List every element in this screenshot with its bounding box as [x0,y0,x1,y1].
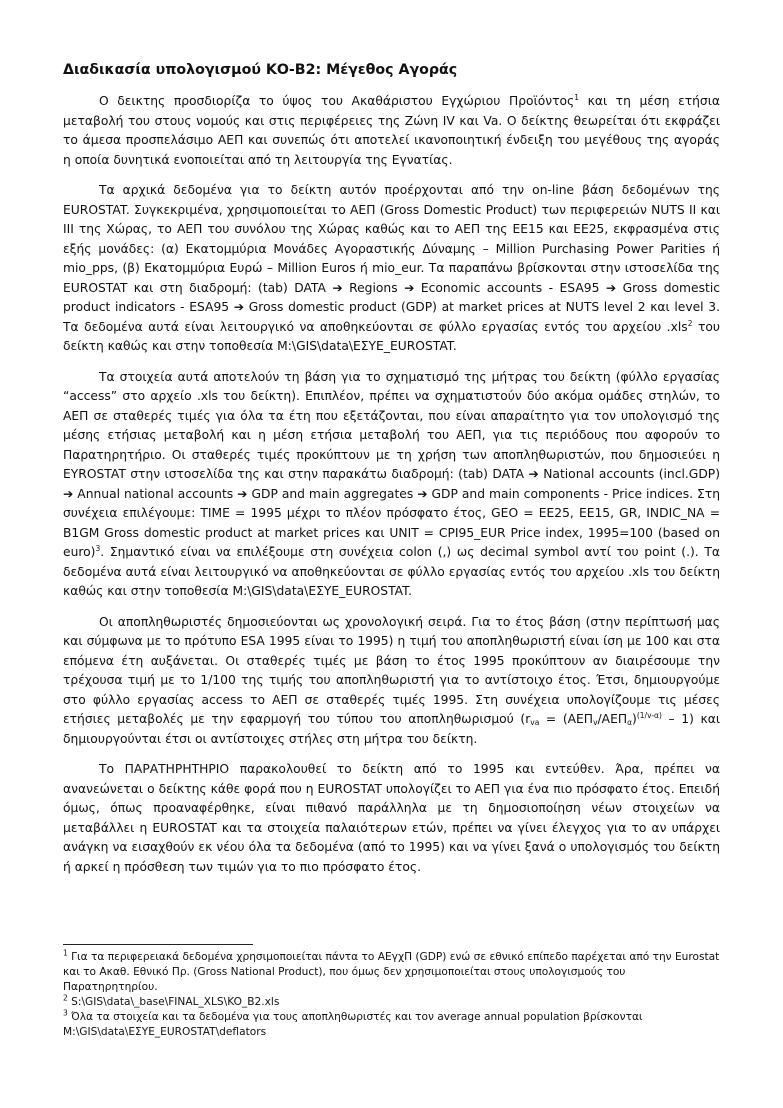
paragraph-2: Τα αρχικά δεδομένα για το δείκτη αυτόν προέρχονται από την on-line βάση δεδομένων της EUROSTAT. Συγκεκριμένα, χρησιμοποιείται το ΑΕΠ (Gross Domestic Product) των περιφερειών NUTS II και III της Χώρας, το ΑΕΠ του συνόλου της Χώρας καθώς και το ΑΕΠ της ΕΕ15 και ΕΕ25, εκφρασμένα στις εξής μονάδες: (α) Εκατομμύρια Μονάδες Αγοραστικής Δύναμης – Million Purchasing Power Parities ή mio_pps, (β) Εκατομμύρια Ευρώ – Million Euros ή mio_eur. Τα παραπάνω βρίσκονται στην ιστοσελίδα της EUROSTAT και στη διαδρομή: (tab) DATA ➔ Regions ➔ Economic accounts - ESA95 ➔ Gross domestic product indicators - ESA95 ➔ Gross domestic product (GDP) at market prices at NUTS level 2 και level 3. Τα δεδομένα αυτά είναι λειτουργικό να αποθηκεύονται σε φύλλο εργασίας εντός του αρχείου .xls$^2$ του δείκτη καθώς και στην τοποθεσία M:\GIS\data\ΕΣΥΕ_EUROSTAT. [63,183,721,353]
document-page [63,62,720,888]
footnote-divider [63,944,253,945]
right-arrow-icon: ➔ [63,486,74,501]
paragraph-4: Οι αποπληθωριστές δημοσιεύονται ως χρονολογική σειρά. Για το έτος βάση (στην περίπτωσή μας και σύμφωνα με το πρότυπο ESA 1995 είναι το 1995) η τιμή του αποπληθωριστή είναι ίση με 100 και στα επόμενα έτη αυξάνεται. Οι σταθερές τιμές με βάση το έτος 1995 προκύπτουν αν διαιρέσουμε την τρέχουσα τιμή με το 1/100 της τιμής του αποπληθωριστή για το αντίστοιχο έτος. Έτσι, δημιουργούμε στο φύλλο εργασίας access το ΑΕΠ σε σταθερές τιμές 1995. Στη συνέχεια υπολογίζουμε τις μέσες ετήσιες μεταβολές με την εφαρμογή του τύπου του αποπληθωρισμού $(r_{va} = (AE\Pi_v/AE\Pi_\alpha)^{(1/v-\alpha)} - 1)$ και δημιουργούνται έτσι οι αντίστοιχες στήλες στη μήτρα του δείκτη. [63,614,720,746]
right-arrow-icon: ➔ [417,486,428,501]
footnote-ref-1[interactable]: 1 [574,92,580,102]
footnote-ref-3[interactable]: 3 [95,543,101,553]
footnote-1: $^1$ Για τα περιφερειακά δεδομένα χρησιμοποιείται πάντα το ΑΕγχΠ (GDP) ενώ σε εθνικό επίπεδο παρέχεται από την Eurostat και το Ακαθ. Εθνικό Πρ. (Gross National Product), που όμως δεν χρησιμοποιείται στους υπολογισμούς του Παρατηρητηρίου. [63,948,720,993]
right-arrow-icon: ➔ [237,486,248,501]
right-arrow-icon: ➔ [528,467,539,481]
footnote-ref-2[interactable]: 2 [687,318,693,328]
paragraph-3: Τα στοιχεία αυτά αποτελούν τη βάση για το σχηματισμό της μήτρας του δείκτη (φύλλο εργασίας “access” στο αρχείο .xls του δείκτη). Επιπλέον, πρέπει να σχηματιστούν δύο ακόμα ομάδες στηλών, το ΑΕΠ σε σταθερές τιμές για όλα τα έτη που εξετάζονται, που είναι απαραίτητο για τον υπολογισμό της μέσης ετήσιας μεταβολή και η μέση ετήσια μεταβολή του ΑΕΠ, για τις περιόδους που αφορούν το Παρατηρητήριο. Οι σταθερές τιμές προκύπτουν με τη χρήση των αποπληθωριστών, που δημοσιεύει η EYROSTAT στην ιστοσελίδα της και στην παρακάτω διαδρομή: (tab) DATA ➔ National accounts (incl.GDP) ➔ Annual national accounts ➔ GDP and main aggregates ➔ GDP and main components - Price indices. Στη συνέχεια επιλέγουμε: TIME = 1995 μέχρι το πλέον πρόσφατο έτος, GEO = EE25, EE15, GR, INDIC_NA = B1GM Gross domestic product at market prices και UNIT = CPI95_EUR Price index, 1995=100 (based on euro)$^3$. Σημαντικό είναι να επιλέξουμε στη συνέχεια colon (,) ως decimal symbol αντί του point (.). Τα δεδομένα αυτά είναι λειτουργικό να αποθηκεύονται σε φύλλο εργασίας εντός του αρχείου .xls του δείκτη καθώς και στην τοποθεσία M:\GIS\data\ΕΣΥΕ_EUROSTAT. [63,369,721,598]
right-arrow-icon: ➔ [233,300,245,314]
section-title: Διαδικασία υπολογισμού ΚΟ-Β2: Μέγεθος Αγοράς [63,62,458,78]
right-arrow-icon: ➔ [605,280,617,295]
paragraph-5: Το ΠΑΡΑΤΗΡΗΤΗΡΙΟ παρακολουθεί το δείκτη από το 1995 και εντεύθεν. Άρα, πρέπει να ανανεώνεται ο δείκτης κάθε φορά που η EUROSTAT υπολογίζει το ΑΕΠ για ένα πιο πρόσφατο έτος. Επειδή όμως, όπως προαναφέρθηκε, είναι πιθανό παράλληλα με τη δημοσιοποίηση νέων στοιχείων να μεταβάλλει η EUROSTAT και τα στοιχεία παλαιότερων ετών, πρέπει να γίνει έλεγχος για το αν υπάρχει ανάγκη να εισαχθούν εκ νέου όλα τα δεδομένα (από το 1995) και να γίνει ξανά ο υπολογισμός του δείκτη ή αρκεί η πρόσθεση των τιμών για το πιο πρόσφατο έτος. [63,762,720,874]
footnote-2: $^2$ S:\GIS\data\_base\FINAL_XLS\KO_B2.xls [63,993,280,1008]
footnote-3: $^3$ Όλα τα στοιχεία και τα δεδομένα για τους αποπληθωριστές και τον average annual population βρίσκονται M:\GIS\data\ΕΣΥΕ_EUROSTAT\deflators [63,1008,643,1038]
right-arrow-icon: ➔ [332,280,343,295]
footnotes [63,944,723,1040]
right-arrow-icon: ➔ [404,280,415,295]
paragraph-1: Ο δεικτης προσδιορίζα το ύψος του Ακαθάριστου Εγχώριου Προϊόντος$^1$ και τη μέση ετήσια μεταβολή του στους νομούς και στις περιφέρειες της Ζώνη IV και Va. Ο δείκτης θεωρείται ότι εκφράζει το άμεσα προσπελάσιμο ΑΕΠ και συνεπώς ότι αποτελεί ικανοποιητική ένδειξη του μεγέθους της αγοράς η οποία δυνητικά ενοποιείται από τη λειτουργία της Εγνατίας. [63,92,720,167]
